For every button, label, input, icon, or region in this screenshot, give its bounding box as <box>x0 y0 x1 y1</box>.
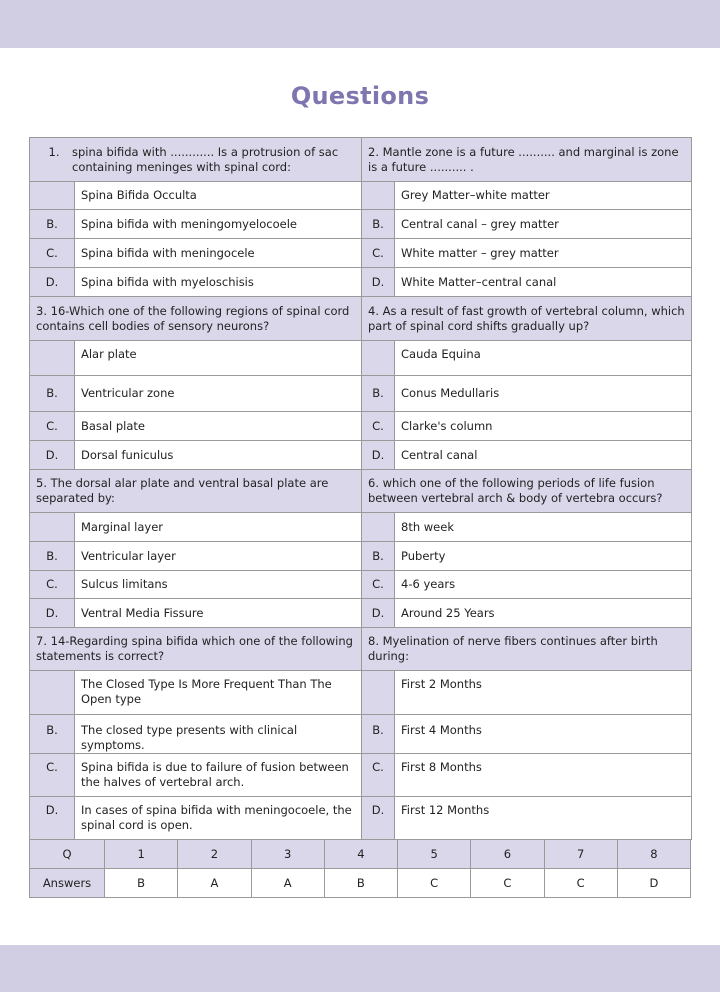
option-text: Marginal layer <box>75 513 362 542</box>
option-letter: C. <box>30 239 75 268</box>
option-letter <box>30 671 75 715</box>
option-text: 4-6 years <box>395 571 692 599</box>
option-text: First 2 Months <box>395 671 692 715</box>
q-number: 5 <box>398 840 471 869</box>
option-letter: D. <box>30 268 75 297</box>
option-letter <box>362 513 395 542</box>
option-letter <box>362 671 395 715</box>
q-header: Q <box>30 840 105 869</box>
option-letter: D. <box>362 599 395 628</box>
q-number: 1 <box>105 840 178 869</box>
option-text: Cauda Equina <box>395 341 692 376</box>
option-letter: B. <box>362 376 395 412</box>
question-5: 5. The dorsal alar plate and ventral basal plate are separated by: <box>30 470 362 513</box>
option-text: White matter – grey matter <box>395 239 692 268</box>
option-letter: B. <box>30 210 75 239</box>
option-text: Dorsal funiculus <box>75 441 362 470</box>
question-text: spina bifida with ............ Is a protrusion of sac containing meninges with spinal cord: <box>72 144 339 174</box>
question-8: 8. Myelination of nerve fibers continues after birth during: <box>362 628 692 671</box>
answer-cell: C <box>544 869 617 898</box>
question-6: 6. which one of the following periods of life fusion between vertebral arch & body of vertebra occurs? <box>362 470 692 513</box>
option-letter: C. <box>362 754 395 797</box>
page-title: Questions <box>290 82 430 110</box>
option-text: In cases of spina bifida with meningocoele, the spinal cord is open. <box>75 797 362 840</box>
option-letter: C. <box>30 754 75 797</box>
option-text: Sulcus limitans <box>75 571 362 599</box>
option-letter: C. <box>362 239 395 268</box>
option-letter: D. <box>30 797 75 840</box>
q-number: 6 <box>471 840 544 869</box>
option-letter: C. <box>362 412 395 441</box>
answer-cell: B <box>105 869 178 898</box>
option-text: Conus Medullaris <box>395 376 692 412</box>
answer-cell: C <box>398 869 471 898</box>
option-text: First 8 Months <box>395 754 692 797</box>
option-text: Spina bifida with meningomyelocoele <box>75 210 362 239</box>
question-7: 7. 14-Regarding spina bifida which one of the following statements is correct? <box>30 628 362 671</box>
question-1: 1. spina bifida with ............ Is a protrusion of sac containing meninges with spinal cord: <box>30 138 362 182</box>
option-text: Ventricular zone <box>75 376 362 412</box>
option-text: First 12 Months <box>395 797 692 840</box>
option-letter: B. <box>30 715 75 754</box>
q-number: 4 <box>324 840 397 869</box>
questions-table <box>29 137 692 840</box>
option-letter <box>30 341 75 376</box>
answer-key-table <box>29 839 691 898</box>
option-text: First 4 Months <box>395 715 692 754</box>
q-number: 7 <box>544 840 617 869</box>
answer-cell: A <box>251 869 324 898</box>
option-text: Spina bifida with meningocele <box>75 239 362 268</box>
option-text: Central canal – grey matter <box>395 210 692 239</box>
option-letter: C. <box>362 571 395 599</box>
option-text: Ventricular layer <box>75 542 362 571</box>
answer-cell: A <box>178 869 251 898</box>
option-letter: D. <box>362 441 395 470</box>
option-letter <box>30 182 75 210</box>
option-text: 8th week <box>395 513 692 542</box>
option-letter: B. <box>30 542 75 571</box>
option-text: Clarke's column <box>395 412 692 441</box>
answer-cell: B <box>324 869 397 898</box>
option-text: Around 25 Years <box>395 599 692 628</box>
answer-cell: D <box>617 869 690 898</box>
q-number: 3 <box>251 840 324 869</box>
option-letter: C. <box>30 571 75 599</box>
question-2: 2. Mantle zone is a future .......... and marginal is zone is a future .......... . <box>362 138 692 182</box>
option-letter: B. <box>30 376 75 412</box>
option-letter: D. <box>30 599 75 628</box>
option-text: Spina bifida with myeloschisis <box>75 268 362 297</box>
footer-band <box>0 945 720 992</box>
option-letter <box>30 513 75 542</box>
option-letter: B. <box>362 210 395 239</box>
option-text: White Matter–central canal <box>395 268 692 297</box>
option-letter: D. <box>362 797 395 840</box>
option-text: Grey Matter–white matter <box>395 182 692 210</box>
option-text: The closed type presents with clinical symptoms. <box>75 715 362 754</box>
option-letter: D. <box>30 441 75 470</box>
option-letter <box>362 182 395 210</box>
option-text: Central canal <box>395 441 692 470</box>
option-text: The Closed Type Is More Frequent Than The Open type <box>75 671 362 715</box>
option-letter: C. <box>30 412 75 441</box>
question-4: 4. As a result of fast growth of vertebral column, which part of spinal cord shifts gradually up? <box>362 297 692 341</box>
option-text: Alar plate <box>75 341 362 376</box>
option-letter <box>362 341 395 376</box>
question-3: 3. 16-Which one of the following regions of spinal cord contains cell bodies of sensory neurons? <box>30 297 362 341</box>
option-letter: B. <box>362 715 395 754</box>
q-number: 2 <box>178 840 251 869</box>
option-text: Spina Bifida Occulta <box>75 182 362 210</box>
option-letter: D. <box>362 268 395 297</box>
q-number: 8 <box>617 840 690 869</box>
option-text: Ventral Media Fissure <box>75 599 362 628</box>
header-band <box>0 0 720 48</box>
answers-header: Answers <box>30 869 105 898</box>
option-text: Puberty <box>395 542 692 571</box>
answer-cell: C <box>471 869 544 898</box>
option-text: Basal plate <box>75 412 362 441</box>
option-text: Spina bifida is due to failure of fusion between the halves of vertebral arch. <box>75 754 362 797</box>
option-letter: B. <box>362 542 395 571</box>
